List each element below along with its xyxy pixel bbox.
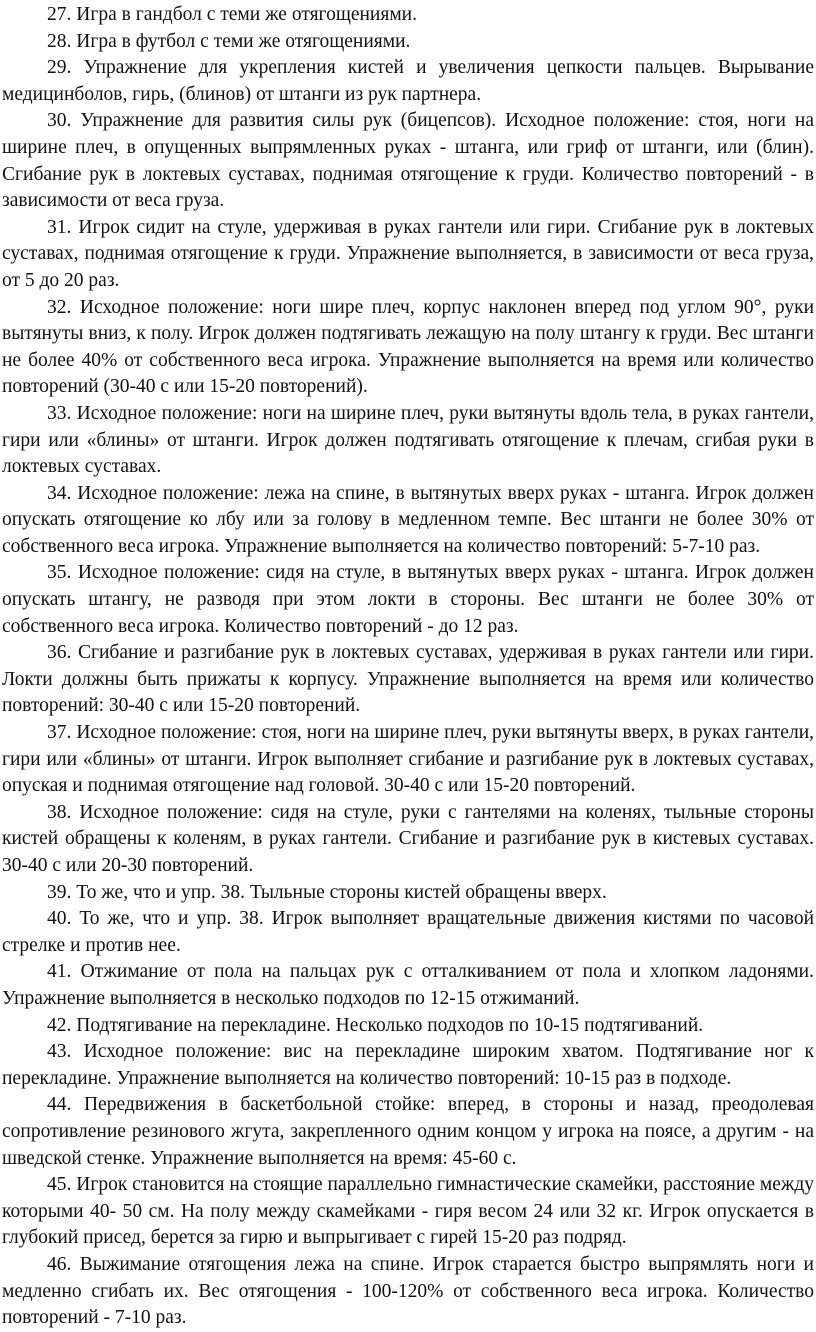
paragraph-44: 44. Передвижения в баскетбольной стойке: вперед, в стороны и назад, преодолевая сопротивление резинового жгута, закрепленного одним концом у игрока на поясе, а другим - на шведской стенке. Упражнение выполняется на время: 45-60 с.	[2, 1094, 814, 1169]
paragraph-32: 32. Исходное положение: ноги шире плеч, корпус наклонен вперед под углом 90°, руки вытянуты вниз, к полу. Игрок должен подтягивать лежащую на полу штангу к груди. Вес штанги не более 40% от собственного веса игрока. Упражнение выполняется на время или количество повторений (30-40 с или 15-20 повторений).	[2, 296, 814, 398]
paragraph-27: 27. Игра в гандбол с теми же отягощениями.	[47, 4, 417, 25]
paragraph-45: 45. Игрок становится на стоящие параллельно гимнастические скамейки, расстояние между которыми 40- 50 см. На полу между скамейками - гиря весом 24 или 32 кг. Игрок опускается в глубокий присед, берется за гирю и выпрыгивает с гирей 15-20 раз подряд.	[2, 1174, 814, 1249]
paragraph-41: 41. Отжимание от пола на пальцах рук с отталкиванием от пола и хлопком ладонями. Упражнение выполняется в несколько подходов по 12-15 отжиманий.	[2, 961, 814, 1009]
paragraph-38: 38. Исходное положение: сидя на стуле, руки с гантелями на коленях, тыльные стороны кистей обращены к коленям, в руках гантели. Сгибание и разгибание рук в кистевых суставах. 30-40 с или 20-30 повторений.	[2, 801, 814, 876]
paragraph-29: 29. Упражнение для укрепления кистей и увеличения цепкости пальцев. Вырывание медицинболов, гирь, (блинов) от штанги из рук партнера.	[2, 57, 814, 105]
paragraph-46: 46. Выжимание отягощения лежа на спине. Игрок старается быстро выпрямлять ноги и медленно сгибать их. Вес отягощения - 100-120% от собственного веса игрока. Количество повторений - 7-10 раз.	[2, 1253, 814, 1329]
paragraph-28: 28. Игра в футбол с теми же отягощениями.	[47, 30, 411, 52]
paragraph-39: 39. То же, что и упр. 38. Тыльные стороны кистей обращены вверх.	[47, 881, 607, 903]
paragraph-33: 33. Исходное положение: ноги на ширине плеч, руки вытянуты вдоль тела, в руках гантели, гири или «блины» от штанги. Игрок должен подтягивать отягощение к плечам, сгибая руки в локтевых суставах.	[2, 402, 814, 478]
paragraph-35: 35. Исходное положение: сидя на стуле, в вытянутых вверх руках - штанга. Игрок должен опускать штангу, не разводя при этом локти в стороны. Вес штанги не более 30% от собственного веса игрока. Количество повторений - до 12 раз.	[2, 562, 814, 637]
paragraph-36: 36. Сгибание и разгибание рук в локтевых суставах, удерживая в руках гантели или гири. Локти должны быть прижаты к корпусу. Упражнение выполняется на время или количество повторений: 30-40 с или 15-20 повторений.	[2, 642, 814, 717]
paragraph-37: 37. Исходное положение: стоя, ноги на ширине плеч, руки вытянуты вверх, в руках гантели, гири или «блины» от штанги. Игрок выполняет сгибание и разгибание рук в локтевых суставах, опуская и поднимая отягощение над головой. 30-40 с или 15-20 повторений.	[2, 722, 814, 797]
paragraph-31: 31. Игрок сидит на стуле, удерживая в руках гантели или гири. Сгибание рук в локтевых суставах, поднимая отягощение к груди. Упражнение выполняется, в зависимости от веса груза, от 5 до 20 раз.	[2, 216, 814, 291]
paragraph-34: 34. Исходное положение: лежа на спине, в вытянутых вверх руках - штанга. Игрок должен опускать отягощение ко лбу или за голову в медленном темпе. Вес штанги не более 30% от собственного веса игрока. Упражнение выполняется на количество повторений: 5-7-10 раз.	[2, 482, 814, 557]
paragraph-43: 43. Исходное положение: вис на перекладине широким хватом. Подтягивание ног к перекладине. Упражнение выполняется на количество повторений: 10-15 раз в подходе.	[2, 1041, 814, 1089]
paragraph-42: 42. Подтягивание на перекладине. Несколько подходов по 10-15 подтягиваний.	[47, 1014, 704, 1036]
paragraph-30: 30. Упражнение для развития силы рук (бицепсов). Исходное положение: стоя, ноги на ширине плеч, в опущенных выпрямленных руках - штанга, или гриф от штанги, или (блин). Сгибание рук в локтевых суставах, поднимая отягощение к груди. Количество повторений - в зависимости от веса груза.	[2, 110, 814, 212]
paragraph-40: 40. То же, что и упр. 38. Игрок выполняет вращательные движения кистями по часовой стрелке и против нее.	[2, 908, 814, 956]
